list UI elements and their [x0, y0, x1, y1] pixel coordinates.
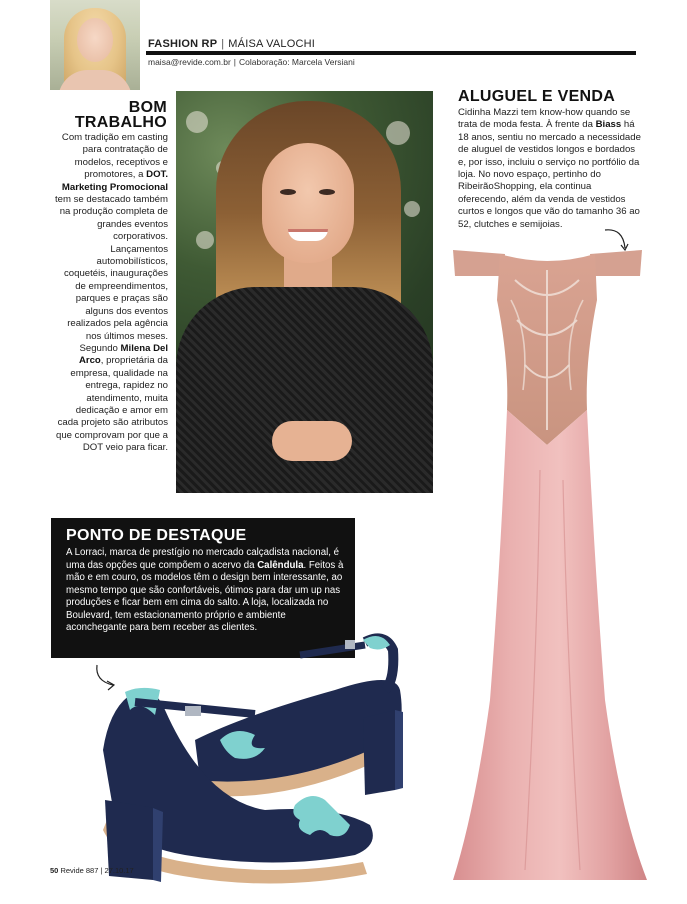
collaboration-credit: Colaboração: Marcela Versiani: [239, 57, 355, 67]
bom-trabalho-text: Com tradição em casting para contratação de modelos, receptivos e promotores, a DOT. Marketing Promocional tem se destacado também na produção completa de grandes eventos corporativos. Lançamentos automobilísticos, coquetéis, inaugurações de empreendimentos, parques e praças são alguns dos eventos realizados pela agência nos últimos meses. Segundo Milena Del Arco, proprietária da empresa, qualidade na entrega, rapidez no atendimento, muita dedicação e amor em cada projeto são atributos que comprovam por que a DOT veio para ficar.: [54, 132, 168, 454]
biass-name: Biass: [595, 119, 622, 131]
column-header: FASHION RP | MÁISA VALOCHI: [148, 38, 316, 50]
ponto-text: A Lorraci, marca de prestígio no mercado calçadista nacional, é uma das opções que compõem o acervo da Calêndula. Feitos à mão e em couro, os modelos têm o design bem interessante, ao mesmo tempo que são confortáveis, ótimos para dar um up nas produções e ficar bem em cima do salto. A loja, localizada no Boulevard, tem estacionamento próprio e ambiente aconchegante para bem receber as clientes.: [66, 547, 344, 633]
issue-date: 27.10.17: [104, 866, 134, 875]
header-rule: [146, 51, 636, 55]
aluguel-title: ALUGUEL E VENDA: [458, 88, 616, 105]
author-email[interactable]: maisa@revide.com.br: [148, 57, 231, 67]
magazine-issue: Revide 887: [60, 866, 99, 875]
page-number: 50: [50, 866, 59, 875]
columnist-photo: [50, 0, 140, 90]
header-meta: maisa@revide.com.br | Colaboração: Marcela Versiani: [148, 57, 355, 67]
bom-trabalho-title: BOM TRABALHO: [74, 99, 167, 131]
aluguel-text: Cidinha Mazzi tem know-how quando se trata de moda festa. À frente da Biass há 18 anos, sentiu no mercado a necessidade de aluguel de vestidos longos e bordados e, por isso, incluiu o serviço no portfólio da loja. No novo espaço, pertinho do RibeirãoShopping, ela continua oferecendo, além da venda de vestidos curtos e longos que vão do tamanho 36 ao 52, clutches e semijoias.: [458, 107, 641, 230]
milena-del-arco-name: Milena Del Arco: [78, 342, 168, 367]
pink-dress-image: [445, 240, 650, 890]
dot-marketing-name: DOT. Marketing Promocional: [61, 169, 168, 193]
ponto-title: PONTO DE DESTAQUE: [66, 527, 247, 544]
section-name: FASHION RP: [148, 38, 218, 50]
sandals-image: [95, 630, 415, 890]
author-name: MÁISA VALOCHI: [228, 38, 316, 50]
page-footer: 50 Revide 887 | 27.10.17: [50, 866, 134, 875]
portrait-photo: [176, 91, 433, 493]
calendula-name: Calêndula: [257, 559, 304, 571]
